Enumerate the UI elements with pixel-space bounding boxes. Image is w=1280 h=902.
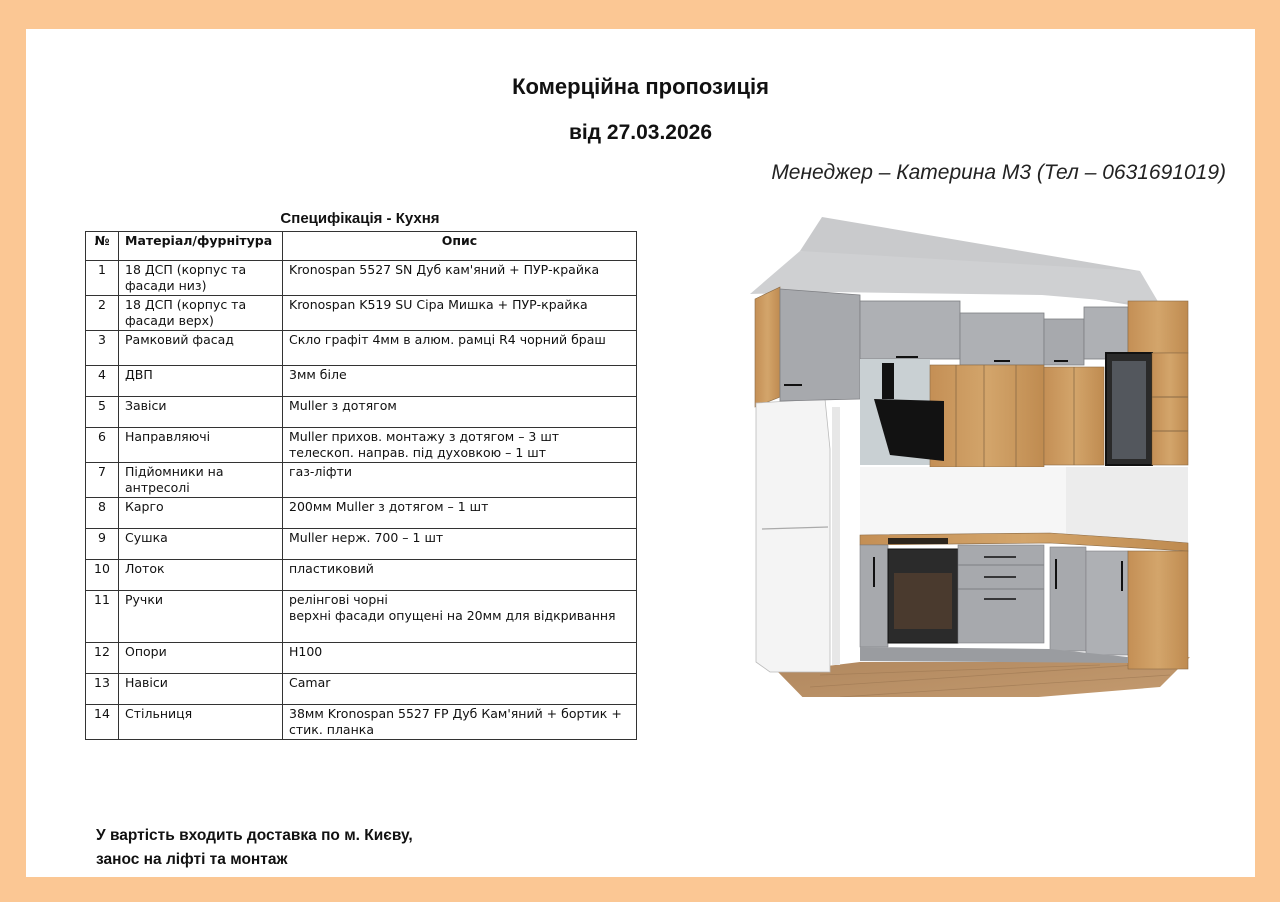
row-number: 7 — [86, 463, 119, 498]
row-material: Лоток — [119, 560, 283, 591]
delivery-note-line2: занос на ліфті та монтаж — [96, 851, 288, 868]
row-number: 4 — [86, 366, 119, 397]
col-header-number: № — [86, 232, 119, 261]
upper-oak-cabinets — [930, 365, 1044, 467]
hood-chimney — [882, 363, 894, 399]
row-description: Muller з дотягом — [283, 397, 637, 428]
row-description: релінгові чорні верхні фасади опущені на 20мм для відкривання — [283, 591, 637, 643]
row-material: ДВП — [119, 366, 283, 397]
row-description: Camar — [283, 674, 637, 705]
row-number: 10 — [86, 560, 119, 591]
col-header-material: Матеріал/фурнітура — [119, 232, 283, 261]
delivery-note — [96, 824, 413, 872]
delivery-note-line1: У вартість входить доставка по м. Києву, — [96, 827, 413, 844]
row-number: 2 — [86, 296, 119, 331]
row-material: Стільниця — [119, 705, 283, 740]
row-description: Muller прихов. монтажу з дотягом – 3 шт телескоп. направ. під духовкою – 1 шт — [283, 428, 637, 463]
row-material: Підйомники на антресолі — [119, 463, 283, 498]
table-row — [86, 529, 637, 560]
row-material: Сушка — [119, 529, 283, 560]
row-description: 38мм Kronospan 5527 FP Дуб Кам'яний + бортик + стик. планка — [283, 705, 637, 740]
table-row — [86, 463, 637, 498]
spec-heading: Специфікація - Кухня — [280, 210, 440, 227]
row-description: Muller нерж. 700 – 1 шт — [283, 529, 637, 560]
row-material: Опори — [119, 643, 283, 674]
table-row — [86, 705, 637, 740]
row-material: Ручки — [119, 591, 283, 643]
table-row — [86, 397, 637, 428]
spec-table — [85, 231, 637, 740]
fridge — [756, 399, 830, 672]
spec-header-row — [86, 232, 637, 261]
row-description: газ-ліфти — [283, 463, 637, 498]
row-number: 9 — [86, 529, 119, 560]
cooktop — [888, 538, 948, 544]
row-description: 200мм Muller з дотягом – 1 шт — [283, 498, 637, 529]
table-row — [86, 498, 637, 529]
proposal-sheet — [26, 29, 1255, 877]
row-description: Скло графіт 4мм в алюм. рамці R4 чорний браш — [283, 331, 637, 366]
table-row — [86, 261, 637, 296]
row-number: 11 — [86, 591, 119, 643]
proposal-date: від 27.03.2026 — [568, 121, 712, 144]
row-number: 13 — [86, 674, 119, 705]
kitchen-render — [720, 217, 1200, 697]
page-title: Комерційна пропозиція — [512, 74, 769, 99]
table-row — [86, 366, 637, 397]
table-row — [86, 643, 637, 674]
row-number: 3 — [86, 331, 119, 366]
table-row — [86, 296, 637, 331]
manager-contact: Менеджер – Катерина М3 (Тел – 0631691019) — [771, 161, 1226, 184]
row-number: 12 — [86, 643, 119, 674]
base-grey-cabinets — [958, 545, 1044, 643]
table-row — [86, 331, 637, 366]
row-number: 6 — [86, 428, 119, 463]
row-description: Kronospan 5527 SN Дуб кам'яний + ПУР-крайка — [283, 261, 637, 296]
row-material: 18 ДСП (корпус та фасади верх) — [119, 296, 283, 331]
row-number: 5 — [86, 397, 119, 428]
row-material: 18 ДСП (корпус та фасади низ) — [119, 261, 283, 296]
row-material: Направляючі — [119, 428, 283, 463]
row-description: H100 — [283, 643, 637, 674]
table-row — [86, 591, 637, 643]
row-material: Рамковий фасад — [119, 331, 283, 366]
table-row — [86, 674, 637, 705]
row-description: пластиковий — [283, 560, 637, 591]
row-material: Карго — [119, 498, 283, 529]
row-description: 3мм біле — [283, 366, 637, 397]
table-row — [86, 560, 637, 591]
row-description: Kronospan K519 SU Сіра Мишка + ПУР-крайка — [283, 296, 637, 331]
row-material: Завіси — [119, 397, 283, 428]
row-number: 1 — [86, 261, 119, 296]
row-material: Навіси — [119, 674, 283, 705]
row-number: 8 — [86, 498, 119, 529]
backsplash — [860, 467, 1066, 535]
col-header-description: Опис — [283, 232, 637, 261]
table-row — [86, 428, 637, 463]
row-number: 14 — [86, 705, 119, 740]
